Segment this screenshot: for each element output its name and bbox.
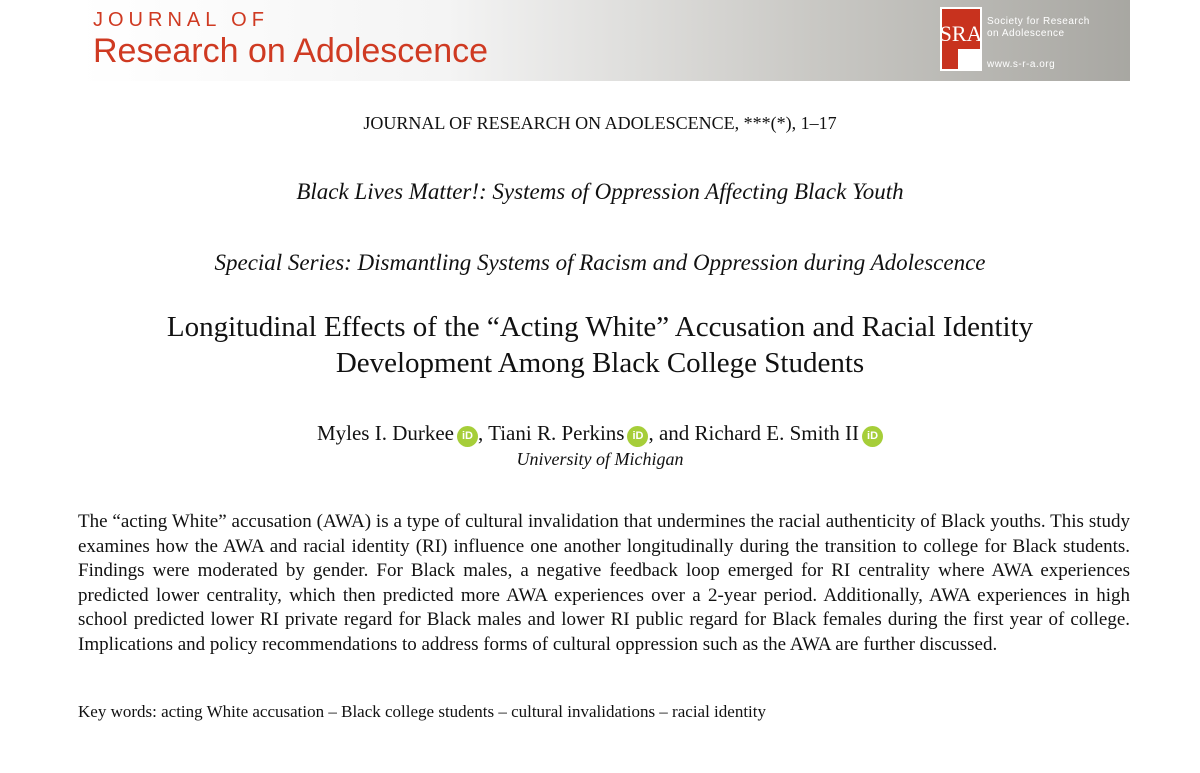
article-title-line2: Development Among Black College Students bbox=[335, 347, 865, 379]
author-smith: Richard E. Smith II bbox=[694, 421, 860, 445]
author-separator: , and bbox=[648, 421, 695, 445]
special-series: Special Series: Dismantling Systems of Racism and Oppression during Adolescence bbox=[214, 250, 986, 275]
journal-citation: JOURNAL OF RESEARCH ON ADOLESCENCE, ***(*), 1–17 bbox=[363, 113, 837, 133]
affiliation: University of Michigan bbox=[516, 449, 684, 469]
author-durkee: Myles I. Durkee bbox=[316, 421, 454, 445]
article-title bbox=[0, 309, 1200, 381]
abstract: The “acting White” accusation (AWA) is a type of cultural invalidation that undermines the racial authenticity of Black youths. This study examines how the AWA and racial identity (RI) influence one another longitudinally during the transition to college for Black students. Findings were moderated by gender. For Black males, a negative feedback loop emerged for RI centrality where AWA experiences predicted lower centrality, which then predicted more AWA experiences over a 2-year period. Additionally, AWA experiences in high school predicted lower RI private regard for Black males and lower RI public regard for Black females during the first year of college. Implications and policy recommendations to address forms of cultural oppression such as the AWA are further discussed. bbox=[78, 511, 1130, 655]
orcid-icon[interactable]: iD bbox=[627, 426, 648, 447]
sra-logo-icon bbox=[940, 7, 982, 71]
society-name bbox=[987, 16, 1090, 40]
journal-banner bbox=[78, 0, 1130, 81]
journal-name: Research on Adolescence bbox=[93, 32, 489, 70]
series-topic: Black Lives Matter!: Systems of Oppression Affecting Black Youth bbox=[296, 179, 904, 204]
author-list bbox=[0, 421, 1200, 447]
orcid-icon[interactable]: iD bbox=[862, 426, 883, 447]
article-title-line1: Longitudinal Effects of the “Acting White” Accusation and Racial Identity bbox=[166, 311, 1034, 343]
journal-label: JOURNAL OF bbox=[93, 9, 269, 31]
orcid-icon[interactable]: iD bbox=[457, 426, 478, 447]
author-perkins: Tiani R. Perkins bbox=[488, 421, 625, 445]
society-url[interactable]: www.s-r-a.org bbox=[987, 59, 1056, 70]
keywords: Key words: acting White accusation – Black college students – cultural invalidations – racial identity bbox=[78, 702, 766, 721]
society-name-line2: on Adolescence bbox=[987, 28, 1065, 39]
author-separator: , bbox=[478, 421, 489, 445]
sra-logo-text: SRA bbox=[940, 21, 982, 46]
society-name-line1: Society for Research bbox=[987, 16, 1090, 27]
